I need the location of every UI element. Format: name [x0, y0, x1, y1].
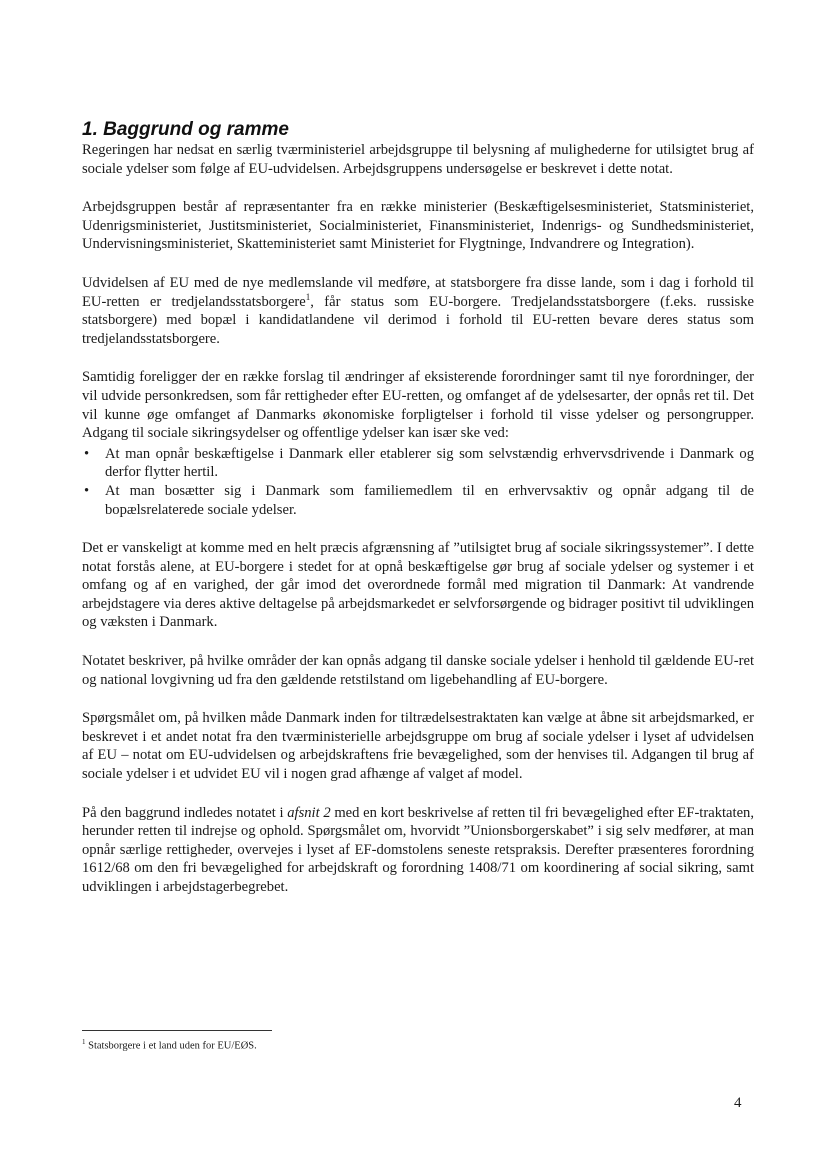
paragraph-definition: Det er vanskeligt at komme med en helt præcis afgrænsning af ”utilsigtet brug af sociale sikringssystemer”. I dette notat forstås alene, at EU-borgere i stedet for at opnå beskæftigelse gør brug af sociale ydelser og systemer i et omfang og af en varighed, der går imod det overordnede formål med migration til Danmark: At vandrende arbejdstagere via deres aktive deltagelse på arbejdsmarkedet er selvforsørgende og bidrager positivt til udviklingen og væksten i Danmark. [82, 540, 754, 631]
section-reference: afsnit 2 [287, 804, 331, 821]
bullet-item [82, 445, 754, 482]
footnote [82, 1036, 257, 1053]
bullet-dot: • [84, 445, 90, 462]
paragraph-enlargement [82, 274, 754, 348]
section-heading: 1. Baggrund og ramme [82, 119, 289, 140]
paragraph-outline-part1: På den baggrund indledes notatet i [82, 804, 288, 821]
main-content [82, 119, 754, 917]
bullet-item [82, 482, 754, 519]
footnote-divider [82, 1030, 272, 1031]
paragraph-enlargement-part2: , får status som EU-borgere. Tredjelandsstatsborgere (f.eks. russiske statsborgere) med bopæl i kandidatlandene vil derimod i forhold til EU-retten bevare deres status som tredjelandsstatsborgere. [82, 293, 754, 347]
paragraph-working-group: Arbejdsgruppen består af repræsentanter fra en række ministerier (Beskæftigelsesministeriet, Statsministeriet, Udenrigsministeriet, Justitsministeriet, Socialministeriet, Finansministeriet, Indenrigs- og Sundhedsministeriet, Undervisningsministeriet, Skatteministeriet samt Ministeriet for Flygtninge, Indvandrere og Integration). [82, 199, 754, 253]
bullet-text: At man opnår beskæftigelse i Danmark eller etablerer sig som selvstændig erhvervsdrivende i Danmark og derfor flytter hertil. [105, 445, 754, 481]
paragraph-enlargement-part1: Udvidelsen af EU med de nye medlemslande vil medføre, at statsborgere fra disse lande, som i dag i forhold til EU-retten er tredjelandsstatsborgere [82, 274, 754, 310]
bullet-list [82, 445, 754, 519]
paragraph-intro: Regeringen har nedsat en særlig tværministeriel arbejdsgruppe til belysning af mulighederne for utilsigtet brug af sociale ydelser som følge af EU-udvidelsen. Arbejdsgruppens undersøgelse er beskrevet i dette notat. [82, 142, 754, 177]
bullet-dot: • [84, 482, 90, 499]
footnote-text: Statsborgere i et land uden for EU/EØS. [85, 1040, 257, 1052]
paragraph-scope: Notatet beskriver, på hvilke områder der kan opnås adgang til danske sociale ydelser i henhold til gældende EU-ret og national lovgivning ud fra den gældende retstilstand om ligebehandling af EU-borgere. [82, 653, 754, 688]
paragraph-labour-market: Spørgsmålet om, på hvilken måde Danmark inden for tiltrædelsestraktaten kan vælge at åbne sit arbejdsmarked, er beskrevet i et andet notat fra den tværministerielle arbejdsgruppe om brug af sociale ydelser i lyset af udvidelsen af EU – notat om EU-udvidelsen og arbejdskraftens frie bevægelighed, som der henvises til. Adgangen til brug af sociale ydelser i et udvidet EU vil i nogen grad afhænge af valget af model. [82, 710, 754, 783]
page-number: 4 [734, 1095, 742, 1111]
footnote-mark: 1 [82, 1038, 86, 1046]
footnote-reference: 1 [305, 291, 311, 302]
bullet-text: At man bosætter sig i Danmark som familiemedlem til en erhvervsaktiv og opnår adgang til de bopælsrelaterede sociale ydelser. [105, 482, 754, 518]
paragraph-outline-part2: med en kort beskrivelse af retten til fri bevægelighed efter EF-traktaten, herunder retten til indrejse og ophold. Spørgsmålet om, hvorvidt ”Unionsborgerskabet” i sig selv medfører, at man opnår særlige rettigheder, overvejes i lyset af EF-domstolens seneste retspraksis. Derefter præsenteres forordning 1612/68 om den fri bevægelighed for arbejdskraft og forordning 1408/71 om koordinering af social sikring, samt udviklingen i arbejdstagerbegrebet. [82, 804, 755, 895]
paragraph-regulations: Samtidig foreligger der en række forslag til ændringer af eksisterende forordninger samt til nye forordninger, der vil udvide personkredsen, som får rettigheder efter EU-retten, og omfanget af de ydelsesarter, der opnås ret til. Det vil kunne øge omfanget af Danmarks økonomiske forpligtelser i forhold til visse ydelser og persongrupper. Adgang til sociale sikringsydelser og offentlige ydelser kan især ske ved: [82, 369, 754, 442]
paragraph-outline [82, 804, 754, 897]
